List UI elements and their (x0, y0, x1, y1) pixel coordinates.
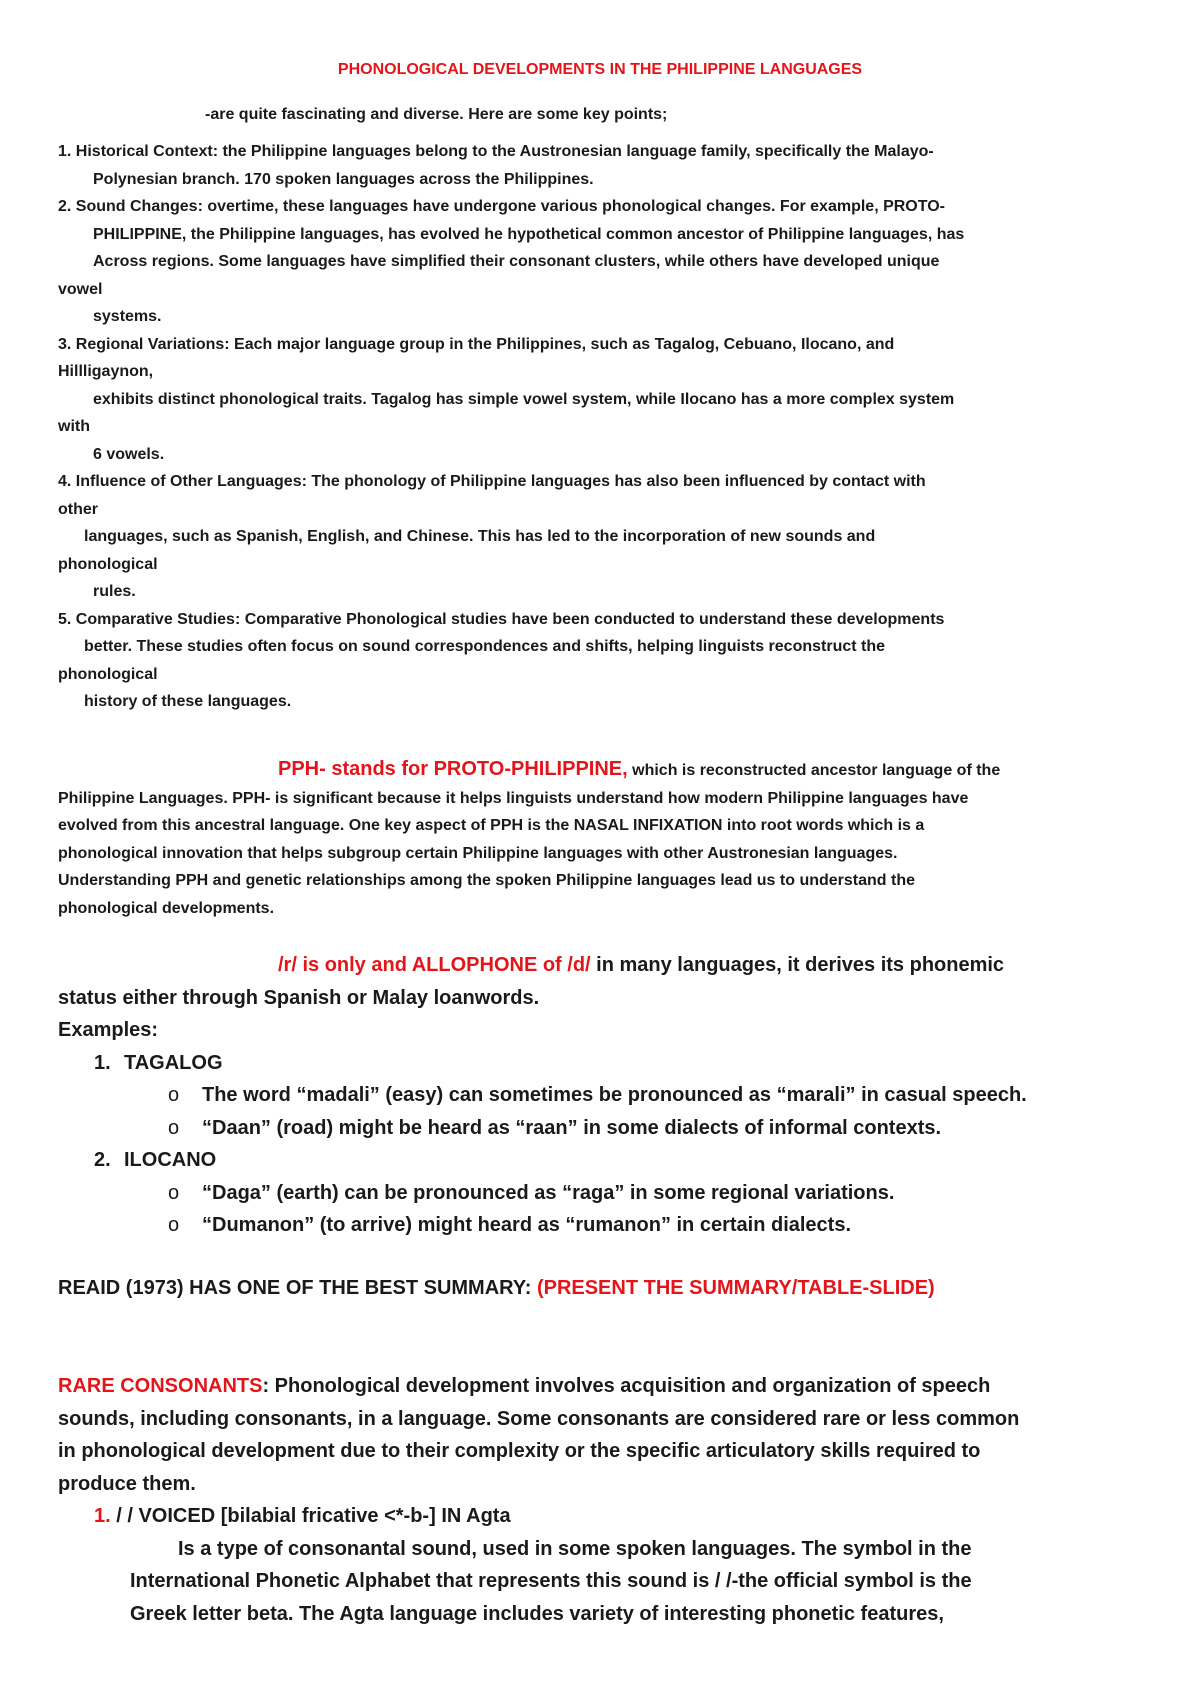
allophone-line: status either through Spanish or Malay loanwords. (58, 986, 540, 1009)
allophone-first-line (58, 949, 1158, 982)
example-text: “Daan” (road) might be heard as “raan” in some dialects of informal contexts. (202, 1116, 942, 1139)
example-item (58, 1209, 1158, 1242)
point-line: systems. (93, 308, 162, 325)
point-line: Hillligaynon, (58, 363, 154, 380)
example-group-heading (58, 1047, 1158, 1080)
allophone-section (58, 949, 1158, 1242)
point-line: 5. Comparative Studies: Comparative Phonological studies have been conducted to understand these developments (58, 610, 945, 628)
point-line: rules. (93, 583, 136, 600)
point-line: phonological (58, 665, 158, 683)
pph-line: evolved from this ancestral language. One key aspect of PPH is the NASAL INFIXATION into root words which is a (58, 817, 925, 834)
point-line: Polynesian branch. 170 spoken languages across the Philippines. (93, 170, 594, 188)
group-name: ILOCANO (124, 1149, 217, 1171)
pph-line: Philippine Languages. PPH- is significant because it helps linguists understand how modern Philippine languages have (58, 789, 969, 807)
pph-line: which is reconstructed ancestor language of the (627, 762, 1001, 779)
point-line: 6 vowels. (93, 445, 165, 463)
example-item (58, 1079, 1158, 1112)
pph-line: phonological innovation that helps subgroup certain Philippine languages with other Austronesian languages. (58, 844, 898, 862)
bullet-icon: o (168, 1214, 180, 1236)
point-line: languages, such as Spanish, English, and Chinese. This has led to the incorporation of new sounds and (84, 528, 876, 545)
document-title: PHONOLOGICAL DEVELOPMENTS IN THE PHILIPPINE LANGUAGES (337, 61, 863, 78)
point-line: 1. Historical Context: the Philippine languages belong to the Austronesian language family, specifically the Malayo- (58, 143, 934, 160)
point-line: phonological (58, 555, 158, 573)
pph-section (58, 756, 1148, 922)
example-group-heading (58, 1144, 1158, 1177)
point-line: PHILIPPINE, the Philippine languages, has evolved he hypothetical common ancestor of Philippine languages, has (93, 225, 965, 243)
point-line: better. These studies often focus on sound correspondences and shifts, helping linguists reconstruct the (84, 638, 886, 655)
rare-consonants-section (58, 1370, 1158, 1630)
rare-line: in phonological development due to their complexity or the specific articulatory skills required to (58, 1440, 981, 1462)
rare-item-text: / / VOICED [bilabial fricative <*-b-] IN Agta (110, 1505, 511, 1527)
example-text: “Dumanon” (to arrive) might heard as “rumanon” in certain dialects. (202, 1214, 852, 1236)
rare-label: RARE CONSONANTS (58, 1375, 263, 1397)
rare-line: sounds, including consonants, in a language. Some consonants are considered rare or less common (58, 1407, 1020, 1430)
point-line: vowel (58, 280, 103, 298)
allophone-rest: in many languages, it derives its phonemic (590, 954, 1005, 976)
point-line: 4. Influence of Other Languages: The phonology of Philippine languages has also been influenced by contact with (58, 473, 926, 490)
example-text: The word “madali” (easy) can sometimes be pronounced as “marali” in casual speech. (202, 1084, 1027, 1106)
key-points (58, 138, 1148, 716)
point-line: with (58, 418, 90, 435)
pph-first-line (58, 756, 1148, 785)
reaid-line (58, 1277, 935, 1300)
example-item (58, 1112, 1158, 1145)
rare-line: produce them. (58, 1472, 196, 1495)
point-line: history of these languages. (84, 693, 292, 710)
point-line: exhibits distinct phonological traits. Tagalog has simple vowel system, while Ilocano has a more complex system (93, 390, 955, 408)
allophone-highlight: /r/ is only and ALLOPHONE of /d/ (278, 954, 591, 976)
list-number: 1. (94, 1505, 111, 1527)
pph-line: Understanding PPH and genetic relationships among the spoken Philippine languages lead us to understand the (58, 872, 916, 889)
pph-line: phonological developments. (58, 899, 275, 917)
reaid-highlight: (PRESENT THE SUMMARY/TABLE-SLIDE) (536, 1277, 935, 1299)
rare-desc-line: Is a type of consonantal sound, used in some spoken languages. The symbol in the (178, 1537, 972, 1560)
point-line: 3. Regional Variations: Each major language group in the Philippines, such as Tagalog, Cebuano, Ilocano, and (58, 335, 895, 353)
bullet-icon: o (168, 1181, 180, 1204)
rare-desc-line: International Phonetic Alphabet that represents this sound is / /-the official symbol is the (130, 1570, 972, 1592)
example-item (58, 1177, 1158, 1210)
group-name: TAGALOG (124, 1051, 223, 1074)
reaid-text: REAID (1973) HAS ONE OF THE BEST SUMMARY: (58, 1277, 537, 1299)
rare-desc-line: Greek letter beta. The Agta language includes variety of interesting phonetic features, (130, 1602, 944, 1625)
point-line: 2. Sound Changes: overtime, these languages have undergone various phonological changes. For example, PROTO- (58, 198, 946, 215)
intro-text: -are quite fascinating and diverse. Here are some key points; (205, 106, 668, 123)
pph-highlight: PPH- stands for PROTO-PHILIPPINE, (278, 758, 628, 780)
rare-line: : Phonological development involves acquisition and organization of speech (262, 1375, 991, 1397)
rare-item (58, 1500, 1158, 1533)
rare-first-line (58, 1370, 1158, 1403)
list-number: 2. (94, 1149, 111, 1171)
bullet-icon: o (168, 1084, 180, 1106)
example-text: “Daga” (earth) can be pronounced as “raga” in some regional variations. (202, 1181, 895, 1204)
list-number: 1. (94, 1051, 111, 1074)
point-line: other (58, 500, 98, 518)
examples-label: Examples: (58, 1019, 159, 1041)
bullet-icon: o (168, 1116, 180, 1139)
point-line: Across regions. Some languages have simplified their consonant clusters, while others have developed unique (93, 253, 940, 270)
